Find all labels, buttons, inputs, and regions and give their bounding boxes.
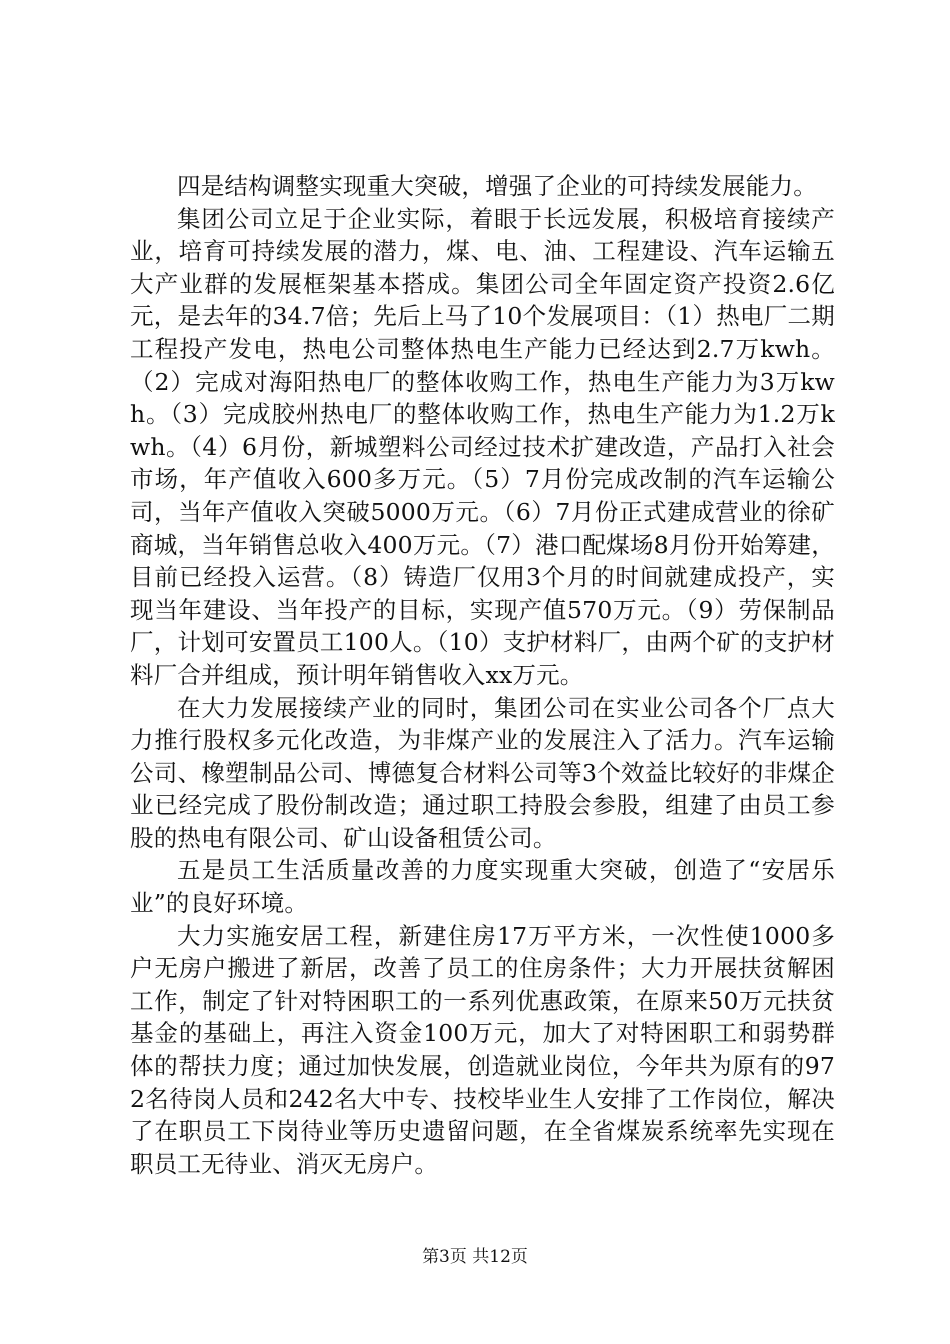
paragraph-successor-industries: 集团公司立足于企业实际，着眼于长远发展，积极培育接续产业，培育可持续发展的潜力，煤、电、油、工程建设、汽车运输五大产业群的发展框架基本搭成。集团公司全年固定资产投资2.6亿元，是去年的34.7倍；先后上马了10个发展项目：（1）热电厂二期工程投产发电，热电公司整体热电生产能力已经达到2.7万kwh。（2）完成对海阳热电厂的整体收购工作，热电生产能力为3万kwh。（3）完成胶州热电厂的整体收购工作，热电生产能力为1.2万kwh。（4）6月份，新城塑料公司经过技术扩建改造，产品打入社会市场，年产值收入600多万元。（5）7月份完成改制的汽车运输公司，当年产值收入突破5000万元。（6）7月份正式建成营业的徐矿商城，当年销售总收入400万元。（7）港口配煤场8月份开始筹建，目前已经投入运营。（8）铸造厂仅用3个月的时间就建成投产，实现当年建设、当年投产的目标，实现产值570万元。（9）劳保制品厂，计划可安置员工100人。（10）支护材料厂，由两个矿的支护材料厂合并组成，预计明年销售收入xx万元。: [130, 204, 835, 689]
paragraph-housing-project: 大力实施安居工程，新建住房17万平方米，一次性使1000多户无房户搬进了新居，改善了员工的住房条件；大力开展扶贫解困工作，制定了针对特困职工的一系列优惠政策，在原来50万元扶贫基金的基础上，再注入资金100万元，加大了对特困职工和弱势群体的帮扶力度；通过加快发展，创造就业岗位，今年共为原有的972名待岗人员和242名大中专、技校毕业生人安排了工作岗位，解决了在职员工下岗待业等历史遗留问题，在全省煤炭系统率先实现在职员工无待业、消灭无房户。: [130, 921, 835, 1178]
document-body: [130, 170, 835, 1180]
paragraph-section-five-heading: 五是员工生活质量改善的力度实现重大突破，创造了“安居乐业”的良好环境。: [130, 856, 835, 918]
paragraph-section-four-heading: 四是结构调整实现重大突破，增强了企业的可持续发展能力。: [177, 172, 817, 200]
page-number-footer: 第3页 共12页: [422, 1247, 528, 1267]
paragraph-equity-reform: 在大力发展接续产业的同时，集团公司在实业公司各个厂点大力推行股权多元化改造，为非煤产业的发展注入了活力。汽车运输公司、橡塑制品公司、博德复合材料公司等3个效益比较好的非煤企业已经完成了股份制改造；通过职工持股会参股，组建了由员工参股的热电有限公司、矿山设备租赁公司。: [130, 693, 835, 852]
